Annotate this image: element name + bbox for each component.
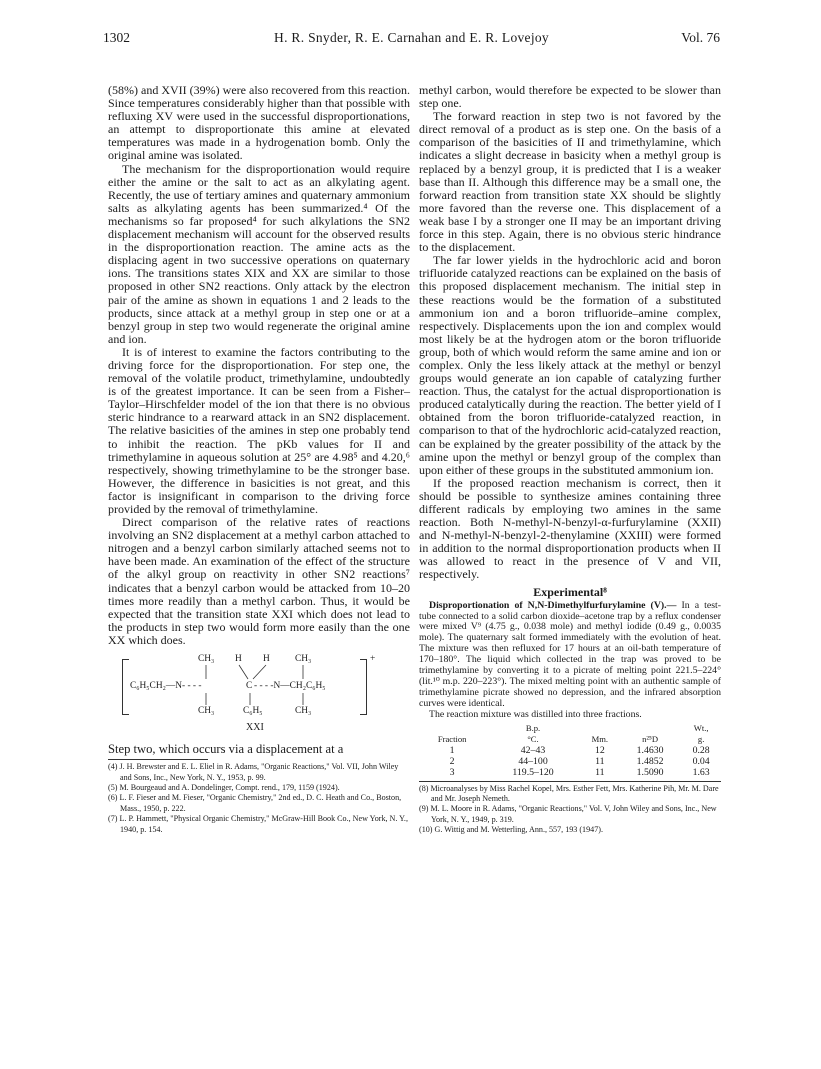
table-row xyxy=(419,756,721,767)
table-cell: 3 xyxy=(449,766,455,778)
table-row xyxy=(419,767,721,778)
left-paragraph-4: Direct comparison of the relative rates of reactions involving an SN2 displacement at a methyl carbon attached to nitrogen and a benzyl carbon similarly attached seems not to have been made. An examination of the effect of the structure of the alkyl group on reactivity in other SN2 reactions⁷ indicates that a benzyl carbon would be attacked from 10–20 times more readily than a methyl carbon. Thus, it would be expected that the transition state XXI which does not lead to the products in step two would form more easily than the one XX which does. xyxy=(108,515,410,647)
table-cell: 42–43 xyxy=(520,744,546,756)
left-paragraph-5: Step two, which occurs via a displacement at a xyxy=(108,742,344,757)
left-column xyxy=(108,84,410,835)
volume-label: Vol. 76 xyxy=(681,30,720,45)
h-top-1: H xyxy=(235,654,242,665)
left-group: C₆H₅CH₂—N- - - - xyxy=(130,681,202,692)
right-group: - - - -N—CH₂C₆H₅ xyxy=(254,681,326,692)
footnote-10: (10) G. Wittig and M. Wetterling, Ann., 557, 193 (1947). xyxy=(419,825,603,835)
right-paragraph-4: If the proposed reaction mechanism is correct, then it should be possible to synthesize amines containing three different radicals by employing two amines in the same reaction. Both N-methyl-N-benzyl-α-furfurylamine (XXII) and N-methyl-N-benzyl-2-thenylamine (XXIII) were formed in addition to the normal disproportionation products when II was allowed to react in the presence of V and VII, respectively. xyxy=(419,475,721,582)
col-header-g: g. xyxy=(697,733,705,744)
right-paragraph-1: methyl carbon, would therefore be expected to be slower than step one. xyxy=(419,83,721,111)
experimental-text: In a test-tube connected to a solid carbon dioxide–acetone trap by a reflux condenser were mixed V⁹ (4.75 g., 0.038 mole) and methyl iodide (0.49 g., 0.0035 mole). The quaternary salt formed immediately with the evolution of heat. The mixture was then refluxed for 17 hours at an oil-bath temperature of 170–180°. The liquid which collected in the trap was proved to be trimethylamine by converting it to a picrate of melting point 221.5–224° (lit.¹⁰ m.p. 220–223°). The mixed melting point with an authentic sample of trimethylamine picrate showed no depression, and the infrared absorption curves were identical. xyxy=(419,599,722,709)
footnote-7: (7) L. P. Hammett, "Physical Organic Chemistry," McGraw-Hill Book Co., New York, N. Y., 1940, p. 154. xyxy=(108,814,408,834)
structure-xxi xyxy=(108,653,410,739)
col-header-fraction: Fraction xyxy=(437,733,467,744)
table-cell: 0.04 xyxy=(692,755,710,767)
footnote-6: (6) L. F. Fieser and M. Fieser, "Organic Chemistry," 2nd ed., D. C. Heath and Co., Boston, Mass., 1950, p. 222. xyxy=(108,793,402,813)
left-paragraph-2: The mechanism for the disproportionation would require either the amine or the salt to act as an alkylating agent. Recently, the use of tertiary amines and quaternary ammonium salts as alkylating agents has been summarized.⁴ Of the mechanisms so far proposed⁴ for such alkylations the SN2 displacement mechanism will account for the observed results in the disproportionation reaction. The amine acts as the displacing agent in two successive operations on quaternary ions. The transitions states XIX and XX are similar to those proposed in other SN2 reactions. Only attack by the electron pair of the amine as shown in equations 1 and 2 leads to the products, since attack at a methyl group in step one or at a benzyl group in step two would regenerate the original amine and ion. xyxy=(108,161,410,346)
c6h5-bottom: C₆H₅ xyxy=(243,706,263,717)
right-paragraph-2: The forward reaction in step two is not favored by the direct removal of a product as is step one. On the basis of a comparison of the basicities of II and trimethylamine, which indicates a slight decrease in basicity when a methyl group is replaced by a benzyl group, it is predicted that I is a weaker base than II. Although this difference may be a small one, the forward reaction from transition state XX should be slightly more favored than the reverse one. This displacement of a weak base I by a stronger one II may be an important driving force in this step. Again, there is no obvious steric hindrance to the displacement. xyxy=(419,109,721,255)
right-paragraph-3: The far lower yields in the hydrochloric acid and boron trifluoride catalyzed reactions can be explained on the basis of this proposed displacement mechanism. The initial step in these reactions would be the formation of a substituted ammonium ion and a boron trifluoride–amine complex, respectively. Displacements upon the ion and complex would most likely be at the hydrogen atom or the boron trifluoride group, both of which would reform the same amine and ion or complex. Only the less likely attack at the methyl or benzyl groups would generate an ion capable of catalyzing further reaction. Thus, the catalyst for the actual disproportionation is produced catalytically during the reaction. The better yield of I obtained from the boron trifluoride-catalyzed reaction, in comparison to that of the hydrochloric acid-catalyzed reaction, can be explained by the greater possibility of the attack by the amine upon the methyl or benzyl group of the complex than upon either of these groups in the substituted ammonium ion. xyxy=(419,253,721,477)
charge-plus: + xyxy=(370,654,376,665)
table-cell: 44–100 xyxy=(518,755,548,767)
table-cell: 1.4852 xyxy=(636,755,664,767)
table-cell: 1 xyxy=(449,744,455,756)
experimental-text-2: The reaction mixture was distilled into three fractions. xyxy=(429,708,642,720)
left-footnotes xyxy=(108,762,410,835)
footnote-9: (9) M. L. Moore in R. Adams, "Organic Reactions," Vol. V, John Wiley and Sons, Inc., New York, N. Y., 1949, p. 319. xyxy=(419,804,717,824)
table-cell: 1.5090 xyxy=(636,766,664,778)
left-paragraph-3: It is of interest to examine the factors contributing to the driving force for the disproportionation. For step one, the removal of the volatile product, trimethylamine, undoubtedly is of the greatest importance. It can be seen from a Fisher–Taylor–Hirschfelder model of the ion that there is no obvious steric hindrance to a rearward attack in an SN2 displacement. The relative basicities of the amines in step one probably tend to inhibit the reaction. The pKb values for II and trimethylamine in aqueous solution at 25° are 4.98⁵ and 4.20,⁶ respectively, showing trimethylamine to be the stronger base. However, the difference in basicities is not great, and this factor is insignificant in comparison to the driving force provided by the removal of trimethylamine. xyxy=(108,344,410,516)
running-header xyxy=(103,30,720,50)
experimental-section xyxy=(419,601,721,721)
page-number: 1302 xyxy=(103,30,130,45)
table-cell: 1.4630 xyxy=(636,744,664,756)
left-paragraph-1: (58%) and XVII (39%) were also recovered from this reaction. Since temperatures considerably higher than that possible with refluxing XV were used in the successful disproportionations, an attempt to disproportionate this amine at elevated temperatures was made in a hydrogenation bomb. Only the original amine was isolated. xyxy=(108,83,410,163)
experimental-heading: Experimental⁸ xyxy=(533,584,607,599)
bp-header: B.p. xyxy=(525,722,541,733)
right-column xyxy=(419,84,721,836)
footnote-4: (4) J. H. Brewster and E. L. Eliel in R. Adams, "Organic Reactions," Vol. VII, John Wiley and Sons, Inc., New York, N. Y., 1953, p. 99. xyxy=(108,762,399,782)
table-cell: 2 xyxy=(449,755,455,767)
ch3-bottom-right: CH₃ xyxy=(295,706,312,717)
structure-label: XXI xyxy=(246,722,264,734)
col-header-temp: °C. xyxy=(527,733,539,744)
experimental-title: Disproportionation of N,N-Dimethylfurfurylamine (V).— xyxy=(429,599,677,611)
table-cell: 12 xyxy=(594,744,605,756)
center-carbon: C xyxy=(246,681,253,692)
footnote-5: (5) M. Bourgeaud and A. Dondelinger, Compt. rend., 179, 1159 (1924). xyxy=(108,782,340,792)
col-header-n: n²⁵D xyxy=(642,733,659,744)
table-cell: 0.28 xyxy=(692,744,710,756)
table-cell: 11 xyxy=(595,766,605,778)
table-cell: 1.63 xyxy=(692,766,710,778)
wt-header: Wt., xyxy=(693,722,709,733)
authors-header: H. R. Snyder, R. E. Carnahan and E. R. Lovejoy xyxy=(274,30,549,45)
table-row xyxy=(419,745,721,756)
footnote-rule-right xyxy=(419,781,721,782)
footnote-rule-left xyxy=(108,759,208,760)
footnote-8: (8) Microanalyses by Miss Rachel Kopel, Mrs. Esther Fett, Mrs. Katherine Pih, Mr. M. Dare and Mr. Joseph Nemeth. xyxy=(419,783,719,804)
right-footnotes xyxy=(419,784,721,836)
table-cell: 119.5–120 xyxy=(512,766,554,778)
bond-lines xyxy=(108,653,408,719)
col-header-mm: Mm. xyxy=(591,733,609,744)
h-top-2: H xyxy=(263,654,270,665)
ch3-top-left: CH₃ xyxy=(198,654,215,665)
fractions-table xyxy=(419,723,721,778)
ch3-bottom-left: CH₃ xyxy=(198,706,215,717)
table-cell: 11 xyxy=(595,755,605,767)
ch3-top-right: CH₃ xyxy=(295,654,312,665)
